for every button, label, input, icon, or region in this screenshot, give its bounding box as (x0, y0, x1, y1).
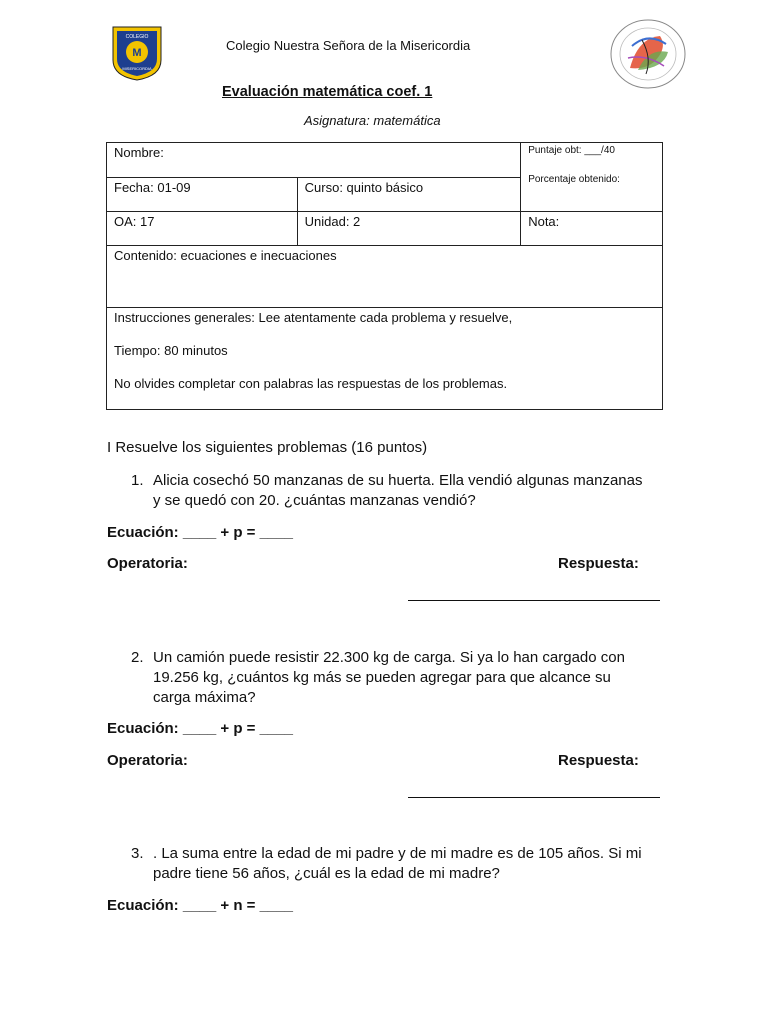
problem-number: 2. (131, 649, 144, 666)
equation-1[interactable]: Ecuación: ____ + p = ____ (107, 524, 293, 541)
content-cell: Contenido: ecuaciones e inecuaciones (107, 246, 663, 308)
problem-text: Alicia cosechó 50 manzanas de su huerta. Ella vendió algunas manzanas y se quedó con 20. ¿cuántas manzanas vendió? (153, 472, 643, 509)
svg-text:COLEGIO: COLEGIO (125, 34, 149, 40)
problem-text: Un camión puede resistir 22.300 kg de carga. Si ya lo han cargado con 19.256 kg, ¿cuántos kg más se pueden agregar para que alcance su carga máxima? (153, 649, 625, 706)
operatoria-label-1: Operatoria: (107, 555, 188, 572)
course-cell: Curso: quinto básico (297, 178, 521, 212)
problem-number: 1. (131, 472, 144, 489)
problem-2 (131, 648, 651, 706)
grade-cell[interactable]: Nota: (521, 212, 663, 246)
instructions-cell (107, 308, 663, 410)
unit-cell: Unidad: 2 (297, 212, 521, 246)
score-label: Puntaje obt: ___/40 (528, 145, 615, 156)
date-cell: Fecha: 01-09 (107, 178, 298, 212)
score-cell (521, 143, 663, 212)
answer-line-2[interactable] (408, 797, 660, 798)
subject-label: Asignatura: matemática (304, 113, 441, 128)
percentage-label: Porcentaje obtenido: (528, 174, 620, 185)
section-title: I Resuelve los siguientes problemas (16 puntos) (107, 439, 428, 456)
instructions-text: Instrucciones generales: Lee atentamente cada problema y resuelve, (114, 310, 513, 325)
svg-text:MISERICORDIA: MISERICORDIA (122, 66, 152, 71)
equation-3[interactable]: Ecuación: ____ + n = ____ (107, 897, 293, 914)
svg-text:M: M (132, 47, 142, 59)
problem-1 (131, 471, 651, 509)
reminder-text: No olvides completar con palabras las respuestas de los problemas. (114, 376, 508, 391)
respuesta-label-1: Respuesta: (558, 555, 639, 572)
problem-3 (131, 844, 651, 882)
problem-text: . La suma entre la edad de mi padre y de mi madre es de 105 años. Si mi padre tiene 56 años, ¿cuál es la edad de mi madre? (153, 845, 642, 882)
time-text: Tiempo: 80 minutos (114, 343, 228, 358)
answer-line-1[interactable] (408, 600, 660, 601)
oa-cell: OA: 17 (107, 212, 298, 246)
name-field[interactable]: Nombre: (107, 143, 521, 178)
respuesta-label-2: Respuesta: (558, 752, 639, 769)
problem-number: 3. (131, 845, 144, 862)
exam-title: Evaluación matemática coef. 1 (222, 84, 433, 100)
student-info-table (106, 142, 663, 410)
school-crest-logo (110, 24, 164, 82)
school-name: Colegio Nuestra Señora de la Misericordia (226, 38, 471, 53)
school-seal-logo (608, 18, 688, 90)
equation-2[interactable]: Ecuación: ____ + p = ____ (107, 720, 293, 737)
operatoria-label-2: Operatoria: (107, 752, 188, 769)
